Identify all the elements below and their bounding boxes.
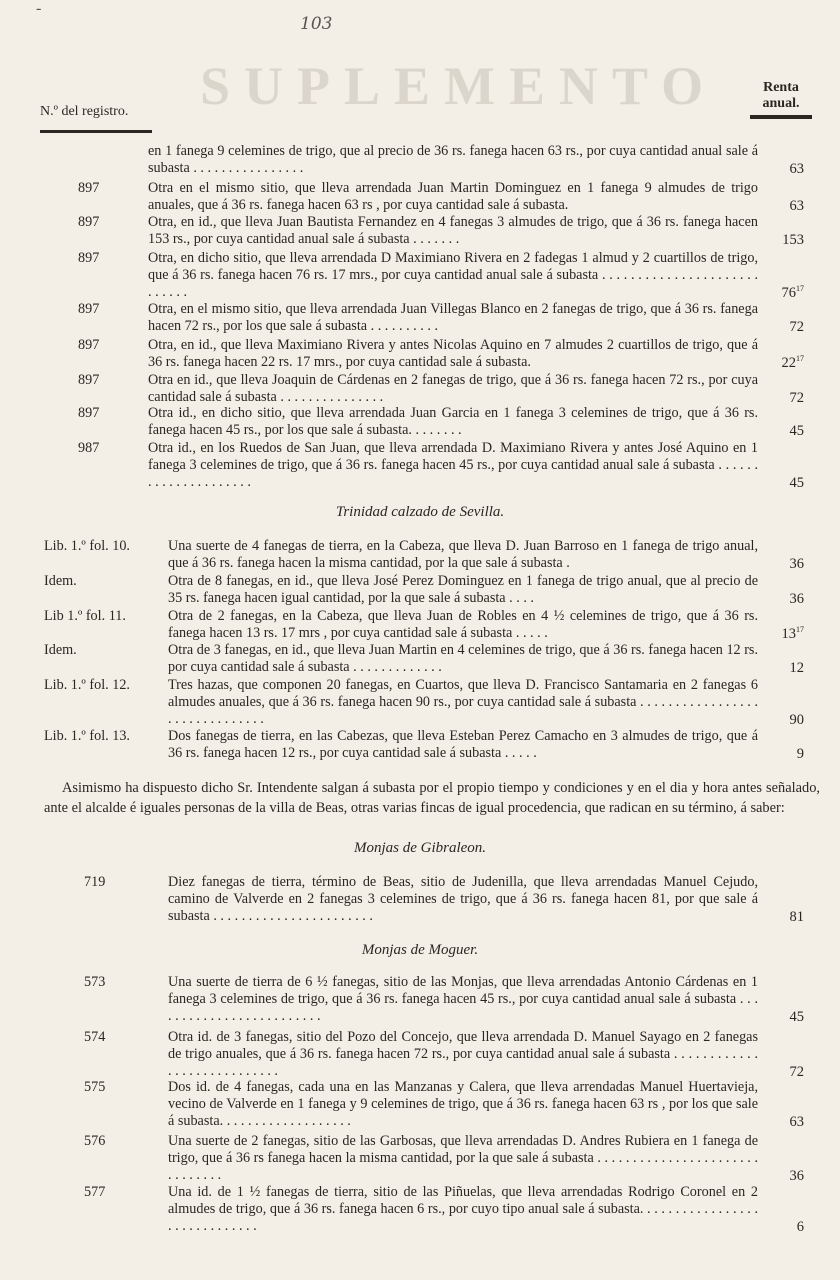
- register-number: 719: [84, 874, 106, 890]
- register-entry: [0, 1184, 840, 1235]
- rent-amount: [790, 385, 805, 407]
- header-rule: [40, 130, 152, 133]
- rent-amount: [782, 227, 804, 249]
- rent-amount-value: 45: [789, 1008, 804, 1025]
- rent-amount-value: 45: [789, 422, 804, 439]
- register-number: 576: [84, 1133, 106, 1149]
- register-number: Idem.: [44, 573, 77, 589]
- rent-amount: [790, 156, 805, 178]
- bleed-through-title: SUPLEMENTO: [200, 56, 718, 116]
- rent-amount: [790, 1109, 805, 1131]
- register-entry: [0, 538, 840, 572]
- rent-amount-value: 12: [789, 659, 804, 676]
- register-entry: [0, 214, 840, 248]
- entry-description: Una suerte de 2 fanegas, sitio de las Garbosas, que lleva arrendadas D. Andres Rubiera en 1 fanega de trigo, que á 36 rs fanega hacen la misma cantidad, por la que sale á subasta . . . . . . . . . . . . . . . . . . . . . . . . . . . . . . .: [168, 1133, 758, 1183]
- entry-description: Otra, en dicho sitio, que lleva arrendada D Maximiano Rivera en 2 fadegas 1 almud y 2 cuartillos de trigo, que á 36 rs. fanega hacen 76 rs. 17 mrs., por cuya cantidad anual sale á subasta . . . . . . . . . . . . . . . . . . . . . . . . . . . .: [148, 250, 758, 300]
- register-entry: [0, 642, 840, 676]
- rent-amount: [790, 707, 805, 729]
- rent-header-line1: Renta: [763, 80, 799, 95]
- rent-amount: [797, 741, 804, 763]
- register-entry: [0, 874, 840, 925]
- rent-amount: [790, 1004, 805, 1026]
- rent-amount-value: 13: [781, 625, 796, 642]
- register-number: Lib 1.º fol. 11.: [44, 608, 126, 624]
- register-entry: [0, 180, 840, 214]
- register-entry: [0, 301, 840, 335]
- rent-amount-value: 36: [789, 1167, 804, 1184]
- register-entry: [0, 250, 840, 301]
- rent-amount-value: 22: [781, 354, 796, 371]
- register-entry: [0, 573, 840, 607]
- entry-description: Otra de 8 fanegas, en id., que lleva José Perez Dominguez en 1 fanega de trigo anual, que al precio de 35 rs. fanega hacen igual cantidad, por la que sale á subasta . . . .: [168, 573, 758, 606]
- register-entry: [0, 1079, 840, 1130]
- entry-description: Otra id., en dicho sitio, que lleva arrendada Juan Garcia en 1 fanega 3 celemines de trigo, que á 36 rs. fanega hacen 45 rs., por los que sale á subasta. . . . . . . .: [148, 405, 758, 438]
- rent-amount-value: 63: [789, 197, 804, 214]
- intro-paragraph: Asimismo ha dispuesto dicho Sr. Intendente salgan á subasta por el propio tiempo y condiciones y en el dia y hora antes señalado, ante el alcalde é iguales personas de la villa de Beas, otras varias fincas de igual procedencia, que radican en su término, á saber:: [44, 780, 820, 816]
- register-number: Lib. 1.º fol. 13.: [44, 728, 130, 744]
- entry-description: Otra, en el mismo sitio, que lleva arrendada Juan Villegas Blanco en 2 fanegas de trigo, que á 36 rs. fanega hacen 72 rs., por los que sale á subasta . . . . . . . . . .: [148, 301, 758, 334]
- register-entry: [0, 1133, 840, 1184]
- register-entry: [0, 440, 840, 491]
- rent-amount-value: 9: [796, 745, 804, 762]
- rent-amount: [790, 655, 805, 677]
- entry-description: Una id. de 1 ½ fanegas de tierra, sitio de las Piñuelas, que lleva arrendadas Rodrigo Coronel en 2 almudes de trigo, que á 36 rs. fanega hacen 6 rs., por cuyo tipo anual sale á subasta. . . . . . . . . . . . . . . . . . . . . . . . . . . . . .: [168, 1184, 758, 1234]
- entry-description: Una suerte de 4 fanegas de tierra, en la Cabeza, que lleva D. Juan Barroso en 1 fanega de trigo anual, que á 36 rs. fanega hacen la misma cantidad, por la que sale á subasta .: [168, 538, 758, 571]
- section-title-moguer: Monjas de Moguer.: [361, 942, 479, 958]
- rent-amount: [782, 280, 805, 302]
- rent-amount-value: 6: [796, 1218, 804, 1235]
- rent-amount: [797, 1214, 804, 1236]
- rent-amount-value: 36: [789, 590, 804, 607]
- rent-amount: [782, 350, 805, 372]
- register-number: 577: [84, 1184, 106, 1200]
- rent-amount-value: 72: [789, 1063, 804, 1080]
- rent-amount-value: 81: [789, 908, 804, 925]
- entry-description: Una suerte de tierra de 6 ½ fanegas, sitio de las Monjas, que lleva arrendadas Antonio Cárdenas en 1 fanega 3 celemines de trigo, que á 36 rs. fanega hacen 45 rs., por cuya cantidad anual sale á subasta . . . . . . . . . . . . . . . . . . . . . . . . .: [168, 974, 758, 1024]
- register-number: 897: [78, 372, 100, 388]
- corner-mark: -: [36, 0, 42, 17]
- register-entry: [0, 974, 840, 1025]
- rent-amount-value: 36: [789, 555, 804, 572]
- section-title-gibraleon: Monjas de Gibraleon.: [353, 840, 487, 856]
- rent-amount: [790, 1059, 805, 1081]
- register-entry: [0, 1029, 840, 1080]
- register-number: Lib. 1.º fol. 12.: [44, 677, 130, 693]
- page-number: 103: [300, 14, 333, 34]
- rent-amount: [790, 314, 805, 336]
- rent-amount-maravedis: 17: [796, 625, 804, 634]
- entry-description: Otra id., en los Ruedos de San Juan, que lleva arrendada D. Maximiano Rivera y antes José Aquino en 1 fanega 3 celemines de trigo, que á 36 rs. fanega hacen 45 rs., por cuya cantidad anual sale á subasta . . . . . . . . . . . . . . . . . . . . .: [148, 440, 758, 490]
- register-number: 573: [84, 974, 106, 990]
- entry-description: Otra, en id., que lleva Juan Bautista Fernandez en 4 fanegas 3 almudes de trigo, que á 36 rs. fanega hacen 153 rs., por cuya cantidad anual sale á subasta . . . . . . .: [148, 214, 758, 247]
- rent-amount-value: 45: [789, 474, 804, 491]
- entry-description: Dos id. de 4 fanegas, cada una en las Manzanas y Calera, que lleva arrendadas Manuel Huertavieja, vecino de Valverde en 1 fanega y 9 celemines de trigo, que á 36 rs. fanega hacen 63 rs , por los que sale á subasta. . . . . . . . . . . . . . . . . . .: [168, 1079, 758, 1129]
- register-number: 897: [78, 405, 100, 421]
- entry-description: en 1 fanega 9 celemines de trigo, que al precio de 36 rs. fanega hacen 63 rs., por cuya cantidad anual sale á subasta . . . . . . . . . . . . . . . .: [148, 143, 758, 176]
- register-entry: [0, 143, 840, 177]
- register-entry: [0, 405, 840, 439]
- register-entry: [0, 372, 840, 406]
- entry-description: Otra en id., que lleva Joaquin de Cárdenas en 2 fanegas de trigo, que á 36 rs. fanega hacen 72 rs., por cuya cantidad sale á subasta . . . . . . . . . . . . . . .: [148, 372, 758, 405]
- rent-amount: [790, 193, 805, 215]
- rent-header-line2: anual.: [762, 96, 800, 111]
- entry-description: Dos fanegas de tierra, en las Cabezas, que lleva Esteban Perez Camacho en 3 almudes de trigo, que á 36 rs. fanega hacen 12 rs., por cuya cantidad sale á subasta . . . . .: [168, 728, 758, 761]
- register-number: 897: [78, 214, 100, 230]
- register-column-header: N.º del registro.: [40, 104, 129, 119]
- entry-description: Otra en el mismo sitio, que lleva arrendada Juan Martin Dominguez en 1 fanega 9 almudes de trigo anuales, que á 36 rs. fanega hacen 63 rs , por cuya cantidad sale á subasta.: [148, 180, 758, 213]
- rent-amount: [790, 551, 805, 573]
- register-entry: [0, 728, 840, 762]
- entry-description: Otra de 3 fanegas, en id., que lleva Juan Martin en 4 celemines de trigo, que á 36 rs. fanega hacen 12 rs. por cuya cantidad sale á subasta . . . . . . . . . . . . .: [168, 642, 758, 675]
- entry-description: Otra, en id., que lleva Maximiano Rivera y antes Nicolas Aquino en 7 almudes 2 cuartillos de trigo, que á 36 rs. fanega hacen 22 rs. 17 mrs., por cuya cantidad sale á subasta.: [148, 337, 758, 370]
- rent-amount-value: 72: [789, 389, 804, 406]
- register-number: Lib. 1.º fol. 10.: [44, 538, 130, 554]
- register-entry: [0, 337, 840, 371]
- rent-amount-maravedis: 17: [796, 284, 804, 293]
- rent-amount-value: 63: [789, 160, 804, 177]
- register-number: 575: [84, 1079, 106, 1095]
- rent-amount-value: 90: [789, 711, 804, 728]
- rent-amount-maravedis: 17: [796, 354, 804, 363]
- rent-amount-value: 76: [781, 284, 796, 301]
- register-number: 897: [78, 250, 100, 266]
- rent-amount: [790, 586, 805, 608]
- rent-header-rule: [750, 115, 812, 119]
- register-number: Idem.: [44, 642, 77, 658]
- rent-amount: [782, 621, 805, 643]
- register-number: 987: [78, 440, 100, 456]
- rent-amount: [790, 904, 805, 926]
- register-entry: [0, 677, 840, 728]
- entry-description: Diez fanegas de tierra, término de Beas, sitio de Judenilla, que lleva arrendadas Manuel Cejudo, camino de Valverde en 2 fanegas 3 celemines de trigo, que á 36 rs. fanega hacen 81, por que sale á subasta . . . . . . . . . . . . . . . . . . . . . . .: [168, 874, 758, 924]
- entry-description: Otra de 2 fanegas, en la Cabeza, que lleva Juan de Robles en 4 ½ celemines de trigo, que á 36 rs. fanega hacen 13 rs. 17 mrs , por cuya cantidad sale á subasta . . . . .: [168, 608, 758, 641]
- rent-amount: [790, 1163, 805, 1185]
- register-number: 897: [78, 301, 100, 317]
- rent-amount-value: 72: [789, 318, 804, 335]
- rent-amount-value: 153: [782, 231, 804, 248]
- rent-amount-value: 63: [789, 1113, 804, 1130]
- entry-description: Tres hazas, que componen 20 fanegas, en Cuartos, que lleva D. Francisco Santamaria en 2 fanegas 6 almudes anuales, que á 36 rs. fanega hacen 90 rs., por cuya cantidad sale á subasta . . . . . . . . . . . . . . . . . . . . . . . . . . . . . . .: [168, 677, 758, 727]
- register-number: 897: [78, 337, 100, 353]
- register-number: 897: [78, 180, 100, 196]
- rent-amount: [790, 418, 805, 440]
- entry-description: Otra id. de 3 fanegas, sitio del Pozo del Concejo, que lleva arrendada D. Manuel Sayago en 2 fanegas de trigo anuales, que á 36 rs. fanega hacen 72 rs., por cuya cantidad anual sale á subasta . . . . . . . . . . . . . . . . . . . . . . . . . . . .: [168, 1029, 758, 1079]
- rent-amount: [790, 470, 805, 492]
- section-title-trinidad: Trinidad calzado de Sevilla.: [335, 504, 505, 520]
- rent-column-header: [750, 80, 812, 119]
- register-entry: [0, 608, 840, 642]
- register-number: 574: [84, 1029, 106, 1045]
